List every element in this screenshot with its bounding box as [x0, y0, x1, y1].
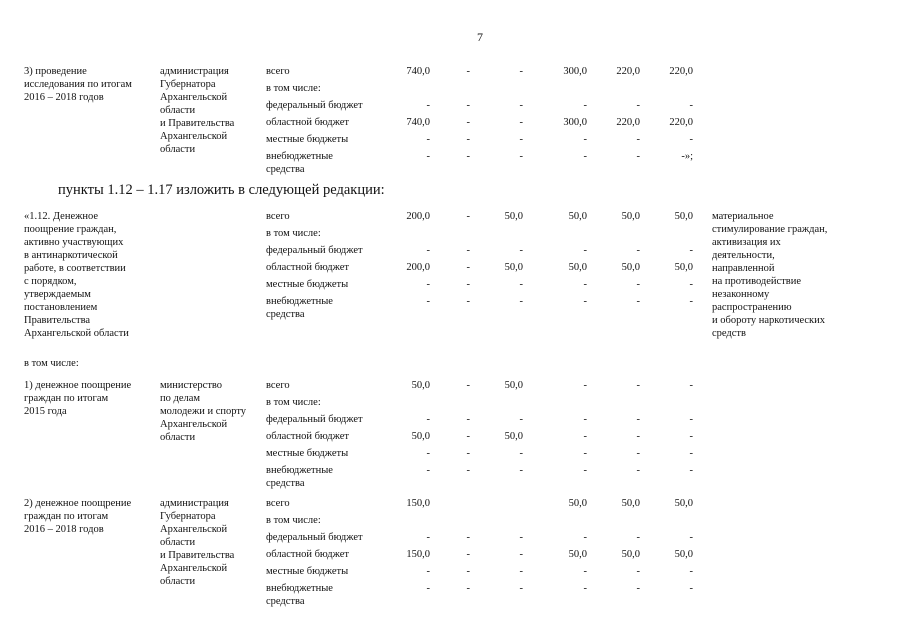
amount-cell: - — [426, 134, 430, 145]
amount-cell: - — [466, 465, 470, 476]
executor: министерство по делам молодежи и спорту Архангельской области — [160, 380, 247, 443]
amount-cell: 50,0 — [568, 498, 587, 509]
amount-cell: - — [583, 380, 587, 391]
amount-cell: - — [519, 66, 523, 77]
measure-name: «1.12. Денежное поощрение граждан, активно участвующих в антинаркотической работе, в соответствии с порядком, утверждаемым постановлением Правительства Архангельской области — [24, 211, 129, 339]
amount-cell: - — [466, 549, 470, 560]
amount-cell: 50,0 — [504, 262, 523, 273]
amount-cell: - — [519, 549, 523, 560]
amount-cell: - — [426, 465, 430, 476]
amount-cell: - — [689, 583, 693, 594]
amount-cell: - — [519, 532, 523, 543]
amount-cell: - — [689, 448, 693, 459]
amount-cell: - — [583, 296, 587, 307]
amount-cell: - — [689, 380, 693, 391]
amount-cell: - — [689, 296, 693, 307]
amount-cell: 50,0 — [504, 431, 523, 442]
amount-cell: - — [466, 134, 470, 145]
amount-cell: - — [426, 532, 430, 543]
amount-cell: - — [426, 583, 430, 594]
amount-cell: - — [519, 245, 523, 256]
amount-cell: - — [426, 448, 430, 459]
funding-source: всего — [266, 380, 290, 391]
amount-cell: - — [466, 296, 470, 307]
amount-cell: 50,0 — [674, 211, 693, 222]
amount-cell: - — [519, 296, 523, 307]
amount-cell: - — [519, 465, 523, 476]
funding-source: внебюджетные средства — [266, 296, 333, 320]
amount-cell: - — [466, 414, 470, 425]
amount-cell: 50,0 — [674, 498, 693, 509]
amount-cell: - — [519, 151, 523, 162]
amount-cell: - — [466, 117, 470, 128]
amount-cell: - — [636, 431, 640, 442]
amount-cell: - — [689, 134, 693, 145]
amount-cell: - — [636, 245, 640, 256]
amount-cell: - — [689, 566, 693, 577]
funding-source: федеральный бюджет — [266, 414, 363, 425]
amount-cell: 50,0 — [621, 498, 640, 509]
amount-cell: - — [636, 100, 640, 111]
measure-name: 1) денежное поощрение граждан по итогам 2015 года — [24, 380, 132, 417]
funding-source: внебюджетные средства — [266, 151, 333, 175]
amount-cell: - — [519, 117, 523, 128]
amount-cell: 50,0 — [674, 262, 693, 273]
amount-cell: - — [519, 448, 523, 459]
amount-cell: 50,0 — [568, 262, 587, 273]
amount-cell: - — [583, 279, 587, 290]
amount-cell: - — [636, 151, 640, 162]
amount-cell: - — [636, 296, 640, 307]
funding-source: всего — [266, 66, 290, 77]
amount-cell: - — [636, 414, 640, 425]
funding-source: местные бюджеты — [266, 448, 349, 459]
amount-cell: - — [466, 245, 470, 256]
amount-cell: - — [519, 100, 523, 111]
funding-source: в том числе: — [266, 83, 321, 94]
amount-cell: - — [519, 279, 523, 290]
amount-cell: - — [466, 380, 470, 391]
funding-source: всего — [266, 498, 290, 509]
amount-cell: - — [466, 262, 470, 273]
amount-cell: - — [583, 448, 587, 459]
amount-cell: - — [519, 583, 523, 594]
amount-cell: - — [466, 211, 470, 222]
amount-cell: - — [583, 465, 587, 476]
executor: администрация Губернатора Архангельской области и Правительства Архангельской области — [160, 498, 235, 587]
amount-cell: 50,0 — [504, 211, 523, 222]
amount-cell: - — [583, 414, 587, 425]
amount-cell: - — [636, 380, 640, 391]
amount-cell: 740,0 — [406, 66, 430, 77]
amount-cell: - — [636, 566, 640, 577]
funding-source: в том числе: — [266, 515, 321, 526]
expected-result: материальное стимулирование граждан, активизация их деятельности, направленной на противодействие незаконному распространению и обороту наркотических средств — [712, 211, 828, 339]
amount-cell: 50,0 — [411, 431, 430, 442]
amount-cell: 300,0 — [563, 66, 587, 77]
funding-source: федеральный бюджет — [266, 100, 363, 111]
amount-cell: 50,0 — [674, 549, 693, 560]
amount-cell: - — [426, 151, 430, 162]
section-heading: пункты 1.12 – 1.17 изложить в следующей редакции: — [58, 182, 385, 198]
amount-cell: - — [636, 583, 640, 594]
measure-name: 2) денежное поощрение граждан по итогам 2016 – 2018 годов — [24, 498, 132, 535]
amount-cell: - — [636, 532, 640, 543]
amount-cell: - — [583, 151, 587, 162]
amount-cell: - — [466, 566, 470, 577]
funding-source: местные бюджеты — [266, 566, 349, 577]
amount-cell: - — [689, 465, 693, 476]
amount-cell: - — [426, 566, 430, 577]
amount-cell: 220,0 — [616, 66, 640, 77]
in-that-number-label: в том числе: — [24, 358, 79, 369]
amount-cell: 220,0 — [669, 66, 693, 77]
funding-source: областной бюджет — [266, 262, 349, 273]
amount-cell: - — [689, 245, 693, 256]
funding-source: областной бюджет — [266, 549, 349, 560]
amount-cell: - — [583, 100, 587, 111]
funding-source: местные бюджеты — [266, 279, 349, 290]
amount-cell: - — [583, 431, 587, 442]
funding-source: местные бюджеты — [266, 134, 349, 145]
page-number: 7 — [477, 30, 483, 44]
amount-cell: 200,0 — [406, 262, 430, 273]
amount-cell: 50,0 — [621, 549, 640, 560]
amount-cell: 220,0 — [616, 117, 640, 128]
amount-cell: 50,0 — [621, 262, 640, 273]
amount-cell: - — [466, 66, 470, 77]
funding-source: областной бюджет — [266, 431, 349, 442]
amount-cell: - — [689, 431, 693, 442]
funding-source: в том числе: — [266, 228, 321, 239]
amount-cell: - — [519, 414, 523, 425]
amount-cell: - — [466, 151, 470, 162]
amount-cell: - — [636, 448, 640, 459]
amount-cell: 220,0 — [669, 117, 693, 128]
amount-cell: - — [689, 279, 693, 290]
funding-source: в том числе: — [266, 397, 321, 408]
amount-cell: - — [689, 414, 693, 425]
amount-cell: - — [466, 448, 470, 459]
amount-cell: - — [466, 583, 470, 594]
amount-cell: 50,0 — [411, 380, 430, 391]
amount-cell: - — [466, 100, 470, 111]
amount-cell: - — [689, 532, 693, 543]
amount-cell: - — [426, 296, 430, 307]
funding-source: областной бюджет — [266, 117, 349, 128]
amount-cell: - — [466, 279, 470, 290]
amount-cell: - — [426, 414, 430, 425]
amount-cell: 150,0 — [406, 498, 430, 509]
amount-cell: 740,0 — [406, 117, 430, 128]
amount-cell: - — [583, 245, 587, 256]
funding-source: федеральный бюджет — [266, 245, 363, 256]
amount-cell: 50,0 — [621, 211, 640, 222]
amount-cell: - — [426, 279, 430, 290]
executor: администрация Губернатора Архангельской области и Правительства Архангельской области — [160, 66, 235, 155]
funding-source: всего — [266, 211, 290, 222]
amount-cell: 150,0 — [406, 549, 430, 560]
funding-source: внебюджетные средства — [266, 583, 333, 607]
amount-cell: 300,0 — [563, 117, 587, 128]
amount-cell: 50,0 — [504, 380, 523, 391]
amount-cell: - — [636, 134, 640, 145]
amount-cell: - — [583, 532, 587, 543]
amount-cell: - — [689, 100, 693, 111]
amount-cell: - — [426, 100, 430, 111]
amount-cell: - — [519, 566, 523, 577]
amount-cell: - — [466, 532, 470, 543]
amount-cell: - — [636, 279, 640, 290]
amount-cell: 50,0 — [568, 549, 587, 560]
amount-cell: 50,0 — [568, 211, 587, 222]
amount-cell: - — [583, 134, 587, 145]
amount-cell: - — [636, 465, 640, 476]
funding-source: федеральный бюджет — [266, 532, 363, 543]
amount-cell: - — [466, 431, 470, 442]
amount-cell: - — [583, 566, 587, 577]
amount-cell: - — [583, 583, 587, 594]
amount-cell: 200,0 — [406, 211, 430, 222]
amount-cell: - — [519, 134, 523, 145]
measure-name: 3) проведение исследования по итогам 2016 – 2018 годов — [24, 66, 132, 103]
funding-source: внебюджетные средства — [266, 465, 333, 489]
amount-cell: -»; — [681, 151, 693, 162]
amount-cell: - — [426, 245, 430, 256]
